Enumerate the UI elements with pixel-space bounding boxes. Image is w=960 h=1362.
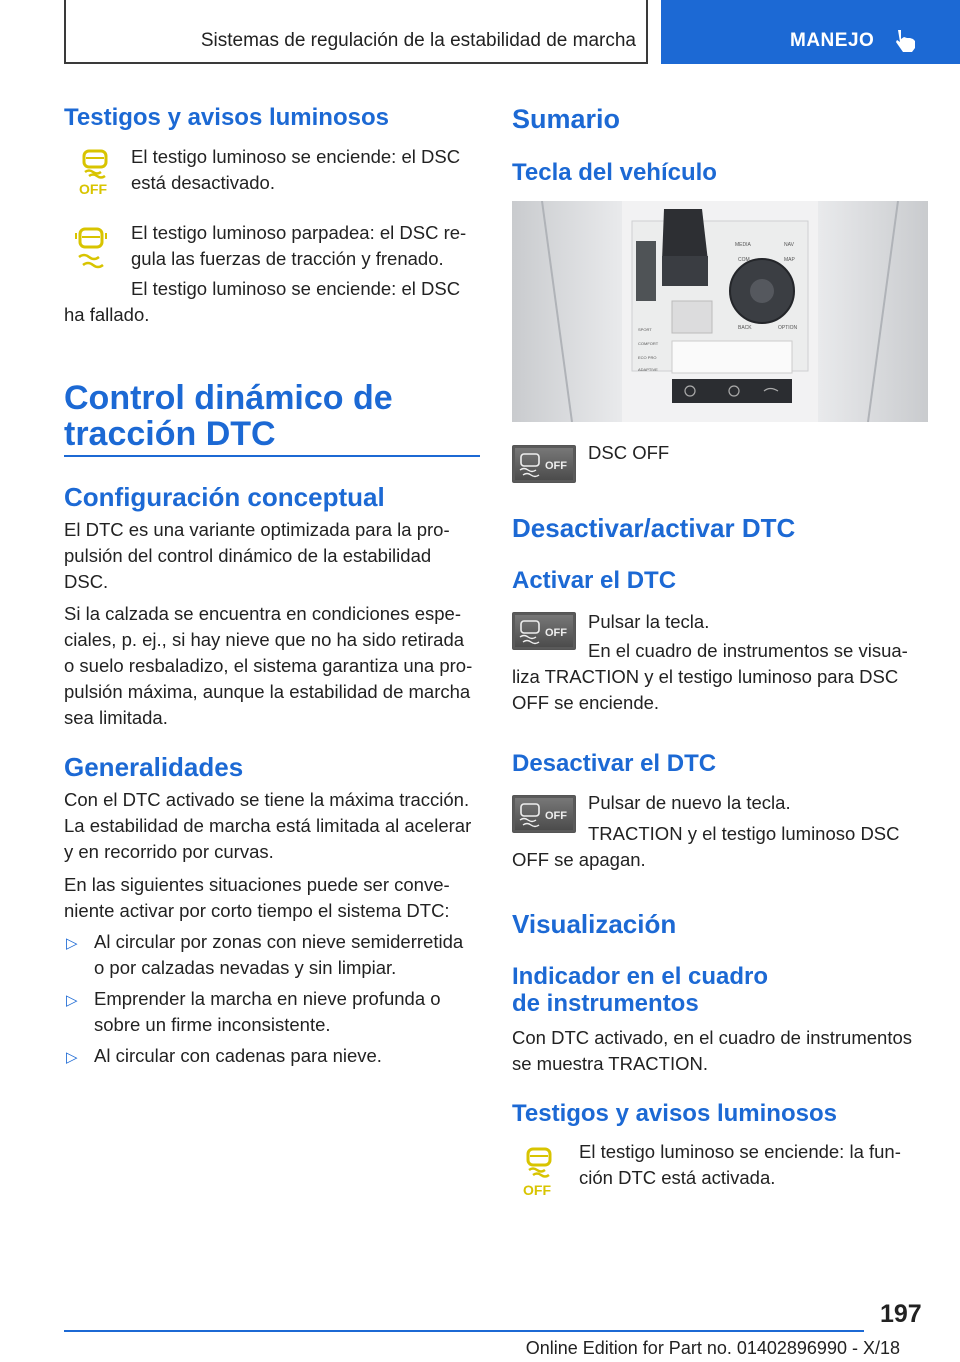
dsc-off-warning-icon bbox=[78, 148, 112, 196]
bullet2-line1: Emprender la marcha en nieve profunda o bbox=[94, 988, 441, 1009]
photo-label-media: MEDIA bbox=[735, 242, 751, 248]
button-off-text: OFF bbox=[545, 460, 567, 472]
bullet-marker: ▷ bbox=[66, 992, 78, 1009]
bullet3-line1: Al circular con cadenas para nieve. bbox=[94, 1045, 382, 1066]
general-para1-line1: Con el DTC activado se tiene la máxima tracción. bbox=[64, 789, 470, 810]
bullet2-line2: sobre un firme inconsistente. bbox=[94, 1014, 331, 1035]
photo-label-nav: NAV bbox=[784, 242, 794, 248]
general-para2-line2: niente activar por corto tiempo el sistema DTC: bbox=[64, 900, 450, 921]
general-para1-line2: La estabilidad de marcha está limitada al acelerar bbox=[64, 815, 472, 836]
indicador-text-line2: se muestra TRACTION. bbox=[512, 1053, 709, 1074]
indicator-off-text: OFF bbox=[523, 1182, 551, 1198]
ind1-line1: El testigo luminoso se enciende: el DSC bbox=[131, 146, 461, 167]
dsc-off-button-image bbox=[512, 445, 576, 483]
ind3-line1: El testigo luminoso se enciende: el DSC bbox=[131, 278, 461, 299]
config-para2-line5: sea limitada. bbox=[64, 707, 168, 728]
heading-rule bbox=[64, 455, 480, 457]
testigos-text-line1: El testigo luminoso se enciende: la fun- bbox=[579, 1141, 901, 1162]
desactivar-text2b: OFF se apagan. bbox=[512, 849, 646, 870]
config-para1-line2: pulsión del control dinámico de la estabilidad bbox=[64, 545, 432, 566]
tecla-heading: Tecla del vehículo bbox=[512, 159, 717, 186]
bullet1-line1: Al circular por zonas con nieve semiderretida bbox=[94, 931, 464, 952]
config-para2-line1: Si la calzada se encuentra en condiciones espe- bbox=[64, 603, 461, 624]
footer-rule bbox=[64, 1330, 864, 1332]
main-heading-line2: tracción DTC bbox=[64, 415, 276, 453]
general-heading: Generalidades bbox=[64, 752, 244, 782]
photo-label-map: MAP bbox=[784, 257, 795, 263]
button-off-text: OFF bbox=[545, 810, 567, 822]
config-para2-line2: ciales, p. ej., si hay nieve que no ha sido retirada bbox=[64, 629, 465, 650]
ind3-line2: ha fallado. bbox=[64, 304, 150, 325]
vehicle-console-photo bbox=[512, 201, 928, 422]
photo-label-com: COM bbox=[738, 257, 750, 263]
photo-label-option: OPTION bbox=[778, 325, 798, 331]
activar-heading: Activar el DTC bbox=[512, 567, 677, 594]
main-heading-line1: Control dinámico de bbox=[64, 379, 393, 417]
indicador-heading-line2: de instrumentos bbox=[512, 990, 699, 1017]
config-para2-line4: pulsión máxima, aunque la estabilidad de marcha bbox=[64, 681, 471, 702]
indicador-text-line1: Con DTC activado, en el cuadro de instrumentos bbox=[512, 1027, 913, 1048]
photo-label-adaptive: ADAPTIVE bbox=[638, 367, 658, 372]
desactivar-text2a: TRACTION y el testigo luminoso DSC bbox=[588, 823, 900, 844]
testigos-text-line2: ción DTC está activada. bbox=[579, 1167, 776, 1188]
bullet-marker: ▷ bbox=[66, 935, 78, 952]
dsc-off-label: DSC OFF bbox=[588, 442, 670, 463]
dtc-active-warning-icon bbox=[522, 1146, 556, 1198]
bullet-marker: ▷ bbox=[66, 1049, 78, 1066]
desactivar-activar-heading: Desactivar/activar DTC bbox=[512, 513, 796, 543]
svg-text:OFF: OFF bbox=[79, 181, 107, 196]
activar-text2a: En el cuadro de instrumentos se visua- bbox=[588, 640, 908, 661]
button-off-text: OFF bbox=[545, 627, 567, 639]
photo-label-back: BACK bbox=[738, 325, 752, 331]
desactivar-text1: Pulsar de nuevo la tecla. bbox=[588, 792, 791, 813]
photo-label-comfort: COMFORT bbox=[638, 341, 659, 346]
header-tab-label: MANEJO bbox=[790, 30, 875, 51]
ind2-line2: gula las fuerzas de tracción y frenado. bbox=[131, 248, 444, 269]
config-para2-line3: o suelo resbaladizo, el sistema garantiza una pro- bbox=[64, 655, 473, 676]
header-title: Sistemas de regulación de la estabilidad de marcha bbox=[200, 30, 636, 51]
photo-label-sport: SPORT bbox=[638, 327, 652, 332]
dsc-off-button-image bbox=[512, 612, 576, 650]
dsc-off-button-image bbox=[512, 795, 576, 833]
indicador-heading-line1: Indicador en el cuadro bbox=[512, 963, 769, 990]
desactivar-sub-heading: Desactivar el DTC bbox=[512, 750, 717, 777]
activar-text1: Pulsar la tecla. bbox=[588, 611, 710, 632]
page-number: 197 bbox=[880, 1300, 922, 1328]
activar-text2b-line2: OFF se enciende. bbox=[512, 692, 660, 713]
general-para2-line1: En las siguientes situaciones puede ser conve- bbox=[64, 874, 450, 895]
config-heading: Configuración conceptual bbox=[64, 482, 385, 512]
photo-label-eco: ECO PRO bbox=[638, 355, 657, 360]
ind1-line2: está desactivado. bbox=[131, 172, 275, 193]
left-testigos-heading: Testigos y avisos luminosos bbox=[64, 104, 389, 131]
config-para1-line1: El DTC es una variante optimizada para la pro- bbox=[64, 519, 450, 540]
visualizacion-heading: Visualización bbox=[512, 909, 677, 939]
footer-edition: Online Edition for Part no. 01402896990 - X/18 bbox=[525, 1338, 900, 1358]
activar-text2b-line1: liza TRACTION y el testigo luminoso para DSC bbox=[512, 666, 899, 687]
config-para1-line3: DSC. bbox=[64, 571, 109, 592]
sumario-heading: Sumario bbox=[512, 104, 621, 134]
dsc-active-warning-icon bbox=[70, 225, 112, 275]
ind2-line1: El testigo luminoso parpadea: el DSC re- bbox=[131, 222, 467, 243]
right-testigos-heading: Testigos y avisos luminosos bbox=[512, 1100, 837, 1127]
bullet1-line2: o por calzadas nevadas y sin limpiar. bbox=[94, 957, 397, 978]
hand-pointer-icon bbox=[892, 26, 920, 54]
general-para1-line3: y en recorrido por curvas. bbox=[64, 841, 274, 862]
